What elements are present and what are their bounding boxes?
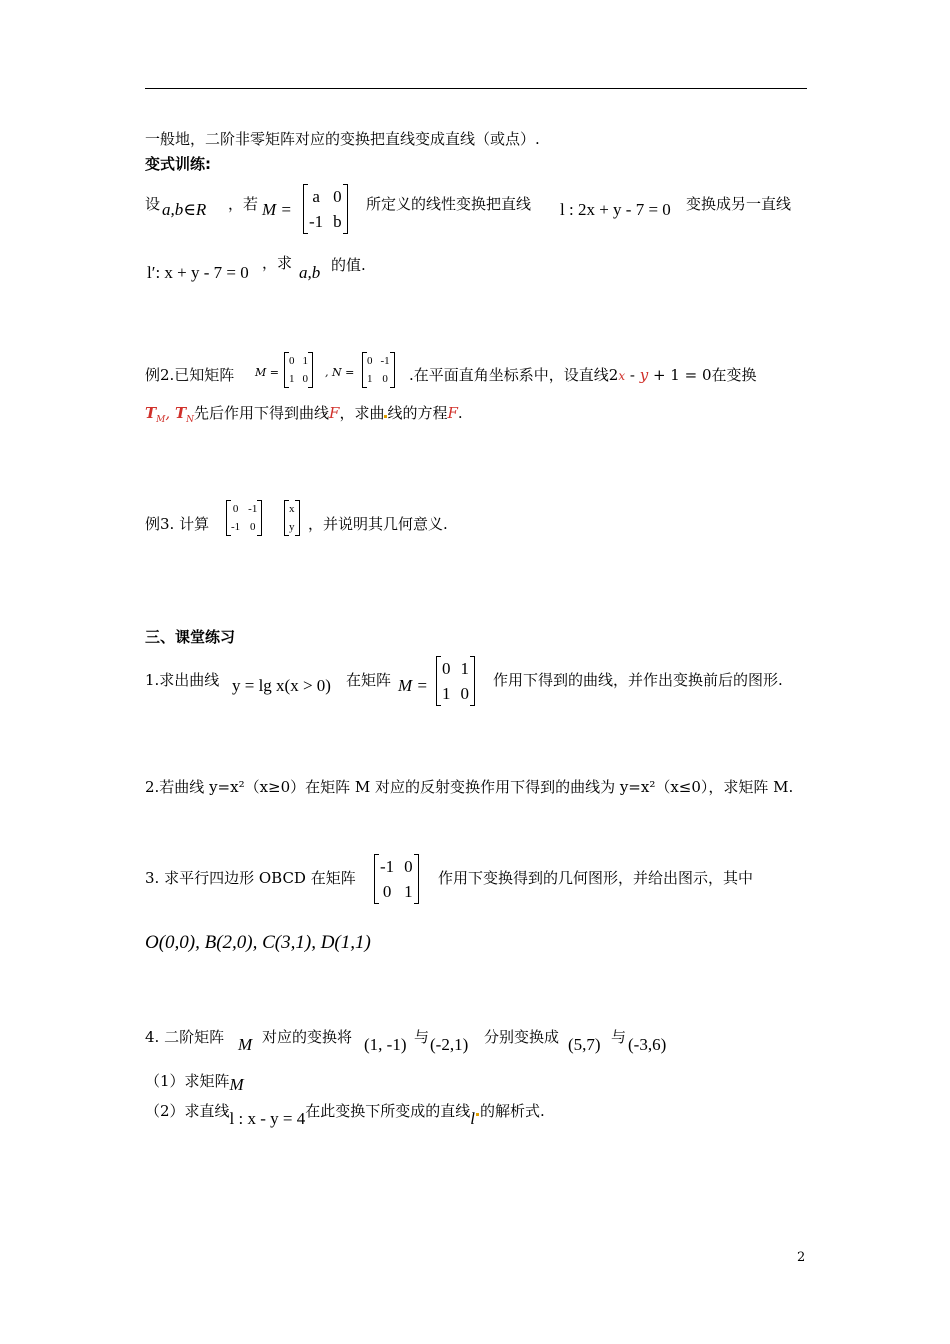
ex1-text-3: 作用下得到的曲线，并作出变换前后的图形.: [493, 671, 783, 689]
variant-text-3: 所定义的线性变换把直线: [366, 195, 532, 213]
matrix-cell: 1: [367, 373, 373, 385]
section3-heading: 三、课堂练习: [145, 628, 236, 646]
variant-text-5: ，求: [262, 254, 293, 272]
matrix-cell: 0: [442, 658, 451, 678]
matrix-cell: 0: [382, 881, 392, 901]
matrix-cell: b: [333, 211, 342, 231]
page-number: 2: [797, 1250, 806, 1265]
matrix-cell: 0: [404, 856, 413, 876]
ex4-sub1: （1）求矩阵M: [145, 1072, 244, 1094]
ex4-text-3: 分别变换成: [484, 1028, 560, 1046]
matrix-cell: 0: [333, 186, 342, 206]
matrix-cell: 0: [302, 373, 308, 385]
ex3-matrix: [374, 854, 419, 904]
example3-matrix: [226, 500, 262, 536]
ex4-p1: (1, -1): [364, 1035, 407, 1054]
matrix-cell: 1: [442, 683, 451, 703]
matrix-cell: 0: [367, 355, 373, 367]
example2-text-2: .在平面直角坐标系中，设直线2x - y + 1 = 0在变换: [409, 366, 757, 384]
matrix-cell: 1: [289, 373, 295, 385]
ex4-q1: (5,7): [568, 1035, 601, 1054]
variant-ab-in-r: a,b∈R: [162, 200, 207, 219]
matrix-cell: 0: [250, 521, 256, 533]
variant-m-eq: M =: [262, 200, 292, 219]
example2-matrix-m: [284, 352, 313, 388]
ex1-curve: y = lg x(x > 0): [232, 676, 331, 695]
variant-matrix: [303, 184, 348, 234]
matrix-cell: -1: [231, 521, 241, 533]
matrix-cell: 0: [460, 683, 469, 703]
variant-text-4: 变换成另一直线: [686, 195, 792, 213]
variant-text-2: ，若: [228, 195, 259, 213]
highlight-dot-2: [476, 1113, 479, 1116]
example3-text-2: ，并说明其几何意义.: [308, 515, 448, 533]
matrix-cell: a: [312, 186, 320, 206]
ex1-text-2: 在矩阵: [346, 671, 392, 689]
variant-heading: 变式训练:: [145, 155, 211, 173]
ex4-sub2: （2）求直线l : x - y = 4在此变换下所变成的直线l 的解析式.: [145, 1102, 545, 1128]
intro-line: 一般地，二阶非零矩阵对应的变换把直线变成直线（或点）.: [145, 130, 540, 148]
ex4-text-1: 4. 二阶矩阵: [145, 1028, 225, 1046]
ex2-text: 2.若曲线 y=x²（x≥0）在矩阵 M 对应的反射变换作用下得到的曲线为 y=x²（x≤0），求矩阵 M.: [145, 778, 794, 796]
header-rule: [145, 88, 807, 89]
matrix-cell: -1: [380, 355, 390, 367]
matrix-cell: 0: [382, 373, 388, 385]
example2-matrix-n: [362, 352, 395, 388]
variant-line-l: l : 2x + y - 7 = 0: [560, 200, 671, 219]
example3-vector: [284, 500, 300, 536]
ex4-and-1: 与: [414, 1028, 430, 1046]
variant-ab: a,b: [299, 263, 321, 282]
matrix-cell: x: [289, 503, 295, 515]
ex1-m-eq: M =: [398, 676, 428, 695]
ex4-text-2: 对应的变换将: [262, 1028, 353, 1046]
matrix-cell: 0: [232, 503, 239, 515]
ex1-text-1: 1.求出曲线: [145, 671, 220, 689]
example2-m-eq: M =: [255, 366, 279, 379]
ex3-text-1: 3. 求平行四边形 OBCD 在矩阵: [145, 869, 356, 887]
example2-sep: , N =: [325, 366, 355, 379]
matrix-cell: -1: [248, 503, 258, 515]
matrix-cell: -1: [309, 211, 324, 231]
variant-text-6: 的值.: [331, 256, 366, 274]
ex1-matrix: [436, 656, 475, 706]
ex3-text-2: 作用下变换得到的几何图形，并给出图示，其中: [438, 869, 754, 887]
ex4-m: M: [238, 1035, 253, 1054]
matrix-cell: -1: [380, 856, 395, 876]
example2-text-1: 例2.已知矩阵: [145, 366, 235, 384]
ex3-points: O(0,0), B(2,0), C(3,1), D(1,1): [145, 932, 371, 953]
variant-line-lprime: l′: x + y - 7 = 0: [147, 263, 249, 282]
matrix-cell: 1: [404, 881, 413, 901]
matrix-cell: 1: [302, 355, 308, 367]
example2-line-2: $T_M$, $T_N$先后作用下得到曲线F，求曲 线的方程F.: [145, 404, 463, 425]
example3-text-1: 例3. 计算: [145, 515, 210, 533]
variant-text-1: 设: [145, 195, 161, 213]
matrix-cell: 0: [289, 355, 295, 367]
ex4-p2: (-2,1): [430, 1035, 469, 1054]
ex4-q2: (-3,6): [628, 1035, 667, 1054]
matrix-cell: y: [289, 521, 295, 533]
matrix-cell: 1: [460, 658, 469, 678]
ex4-and-2: 与: [611, 1028, 627, 1046]
